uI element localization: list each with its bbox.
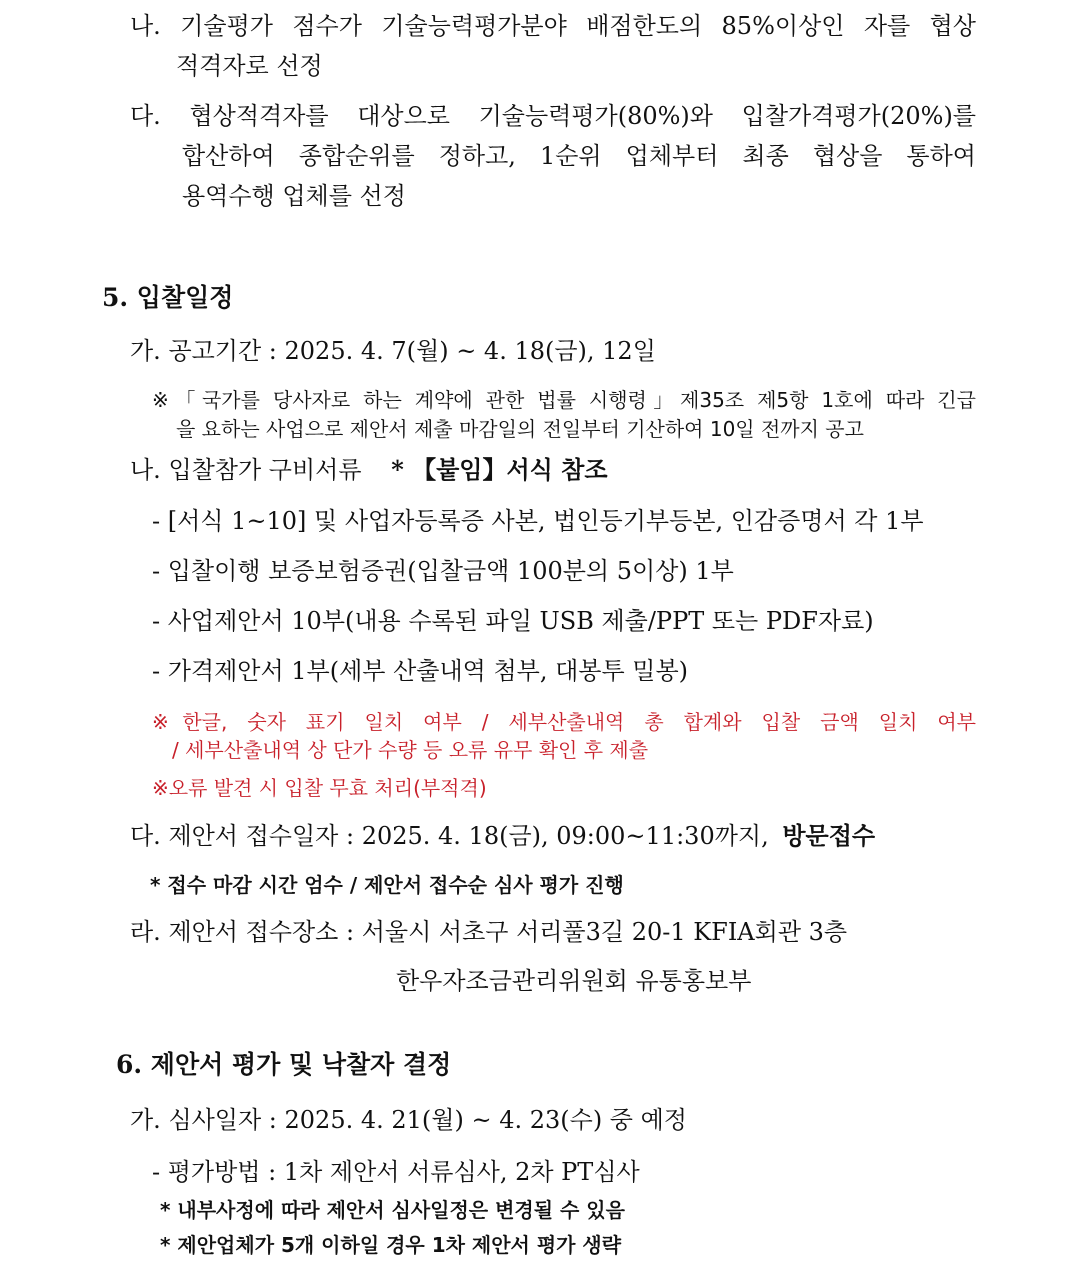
document-item: - 사업제안서 10부(내용 수록된 파일 USB 제출/PPT 또는 PDF자료) (152, 607, 874, 635)
warning-line1: ※한글, 숫자 표기 일치 여부 / 세부산출내역 총 합계와 입찰 금액 일치 여부 (152, 710, 976, 734)
deadline-note: * 접수 마감 시간 엄수 / 제안서 접수순 심사 평가 진행 (150, 873, 624, 897)
warning-line2: / 세부산출내역 상 단가 수량 등 오류 유무 확인 후 제출 (172, 738, 649, 762)
item-da-line3: 용역수행 업체를 선정 (182, 182, 406, 210)
warning-invalid-bid: ※오류 발견 시 입찰 무효 처리(부적격) (152, 776, 487, 800)
submission-location: 라. 제안서 접수장소 : 서울시 서초구 서리풀3길 20-1 KFIA회관 3층 (130, 918, 848, 946)
section5-heading: 5. 입찰일정 (102, 283, 234, 312)
item-na-line2: 적격자로 선정 (176, 52, 323, 80)
required-documents-label: 나. 입찰참가 구비서류 * 【붙임】서식 참조 (130, 455, 608, 484)
document-item: - [서식 1~10] 및 사업자등록증 사본, 법인등기부등본, 인감증명서 각 1부 (152, 507, 924, 535)
item-na-line1: 나. 기술평가 점수가 기술능력평가분야 배점한도의 85%이상인 자를 협상 (130, 12, 976, 40)
submission-location-dept: 한우자조금관리위원회 유통홍보부 (396, 967, 752, 995)
skip-evaluation-note: * 제안업체가 5개 이하일 경우 1차 제안서 평가 생략 (160, 1233, 622, 1257)
schedule-change-note: * 내부사정에 따라 제안서 심사일정은 변경될 수 있음 (160, 1198, 625, 1222)
evaluation-method: - 평가방법 : 1차 제안서 서류심사, 2차 PT심사 (152, 1158, 640, 1186)
section6-heading: 6. 제안서 평가 및 낙찰자 결정 (116, 1050, 452, 1079)
document-item: - 입찰이행 보증보험증권(입찰금액 100분의 5이상) 1부 (152, 557, 734, 585)
form-reference: * 【붙임】서식 참조 (391, 455, 608, 484)
notice-period: 가. 공고기간 : 2025. 4. 7(월) ~ 4. 18(금), 12일 (130, 337, 656, 365)
notice-period-note-line1: ※「국가를 당사자로 하는 계약에 관한 법률 시행령」제35조 제5항 1호에 따라 긴급 (152, 388, 976, 412)
notice-period-note-line2: 을 요하는 사업으로 제안서 제출 마감일의 전일부터 기산하여 10일 전까지 공고 (176, 417, 864, 441)
visit-submission: 방문접수 (782, 821, 876, 850)
document-item: - 가격제안서 1부(세부 산출내역 첨부, 대봉투 밀봉) (152, 657, 689, 685)
submission-date: 다. 제안서 접수일자 : 2025. 4. 18(금), 09:00~11:30까지, 방문접수 (130, 821, 876, 850)
item-da-line1: 다. 협상적격자를 대상으로 기술능력평가(80%)와 입찰가격평가(20%)를 (130, 102, 976, 130)
item-da-line2: 합산하여 종합순위를 정하고, 1순위 업체부터 최종 협상을 통하여 (182, 142, 976, 170)
review-date: 가. 심사일자 : 2025. 4. 21(월) ~ 4. 23(수) 중 예정 (130, 1106, 687, 1134)
